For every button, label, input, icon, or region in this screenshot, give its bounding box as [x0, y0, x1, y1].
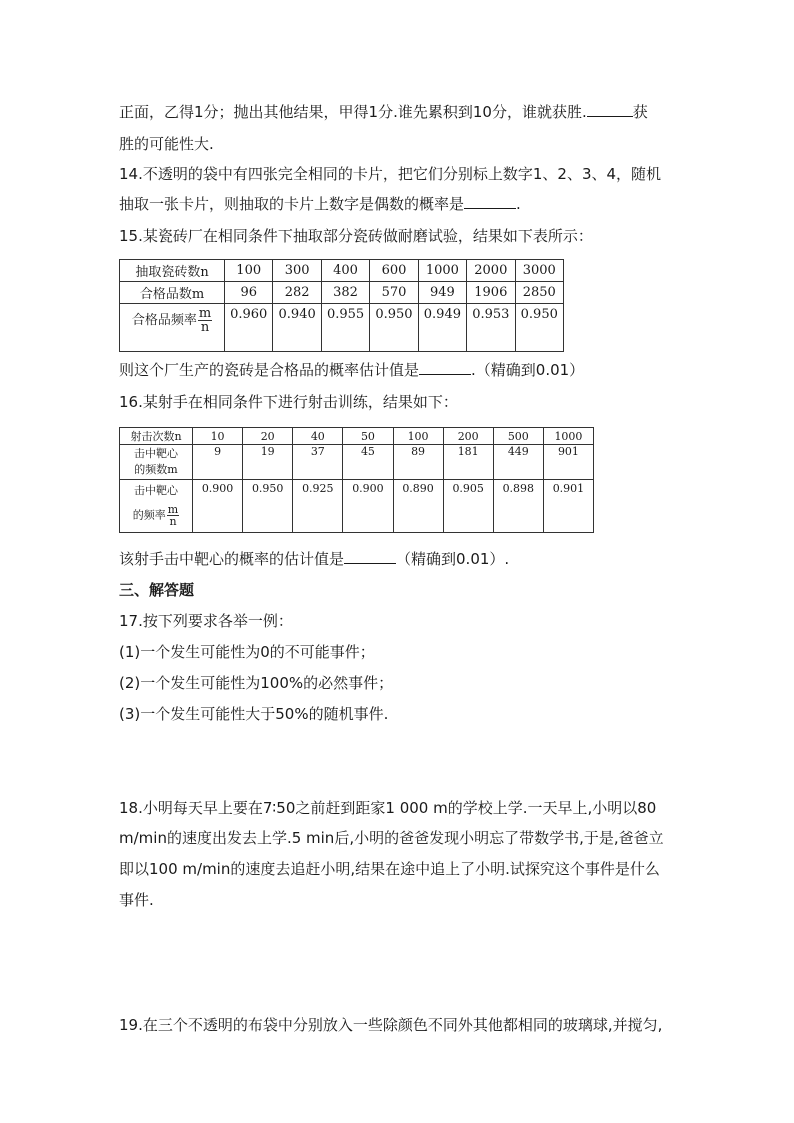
table-cell: 282: [273, 282, 321, 304]
table-cell: 100: [225, 260, 273, 282]
table-header-cell: 合格品数m: [120, 282, 225, 304]
table-cell: 1000: [543, 428, 593, 445]
fraction-numerator: m: [167, 503, 179, 516]
q17-text: 17.按下列要求各举一例：: [119, 612, 293, 630]
table-cell: 0.950: [243, 480, 293, 533]
table-cell: 0.900: [343, 480, 393, 533]
table-cell: 200: [443, 428, 493, 445]
section-title: [119, 580, 194, 600]
table-cell: 0.940: [273, 304, 321, 352]
table-cell: 20: [243, 428, 293, 445]
q16-table: [119, 427, 594, 533]
q16-text: 16.某射手在相同条件下进行射击训练，结果如下：: [119, 393, 458, 411]
table-cell: 89: [393, 445, 443, 480]
table-cell: 570: [370, 282, 418, 304]
header-label: 合格品频率: [131, 313, 197, 328]
q18-text: 事件.: [119, 891, 154, 909]
table-cell: 0.950: [370, 304, 418, 352]
table-cell: 0.901: [543, 480, 593, 533]
table-cell: 181: [443, 445, 493, 480]
table-header-cell: [120, 480, 193, 533]
table-cell: 0.953: [467, 304, 515, 352]
q18-text: 18.小明每天早上要在7∶50之前赶到距家1 000 m的学校上学.一天早上,小明以80: [119, 799, 657, 817]
q15-answer-line: [119, 360, 584, 380]
q15-text: 15.某瓷砖厂在相同条件下抽取部分瓷砖做耐磨试验，结果如下表所示：: [119, 227, 593, 245]
table-cell: 0.925: [293, 480, 343, 533]
table-cell: 96: [225, 282, 273, 304]
q18-line: [119, 828, 664, 848]
table-cell: 1000: [418, 260, 466, 282]
fraction: [198, 307, 212, 334]
q16-text-end: （精确到0.01）.: [396, 550, 510, 568]
table-cell: 0.955: [321, 304, 369, 352]
q13-text: 正面，乙得1分；抛出其他结果，甲得1分.谁先累积到10分，谁就获胜.: [119, 103, 587, 121]
table-header-cell: 抽取瓷砖数n: [120, 260, 225, 282]
q18-line: [119, 798, 656, 818]
q16-intro: [119, 392, 458, 412]
table-cell: 0.949: [418, 304, 466, 352]
q19-text: 19.在三个不透明的布袋中分别放入一些除颜色不同外其他都相同的玻璃球,并搅匀,: [119, 1016, 663, 1034]
table-cell: 40: [293, 428, 343, 445]
table-cell: 0.890: [393, 480, 443, 533]
q17-item: [119, 704, 388, 724]
header-label: 的频数m: [134, 463, 178, 476]
table-cell: 100: [393, 428, 443, 445]
q18-line: [119, 859, 660, 879]
table-cell: 382: [321, 282, 369, 304]
q17-intro: [119, 611, 293, 631]
table-cell: 3000: [515, 260, 563, 282]
q15-intro: [119, 226, 593, 246]
q14-line1: [119, 164, 661, 184]
table-header-cell: [120, 445, 193, 480]
answer-blank[interactable]: [344, 549, 396, 564]
fraction-denominator: n: [169, 515, 177, 528]
q16-text: 该射手击中靶心的概率的估计值是: [119, 550, 345, 568]
table-header-cell: [120, 304, 225, 352]
table-cell: 2850: [515, 282, 563, 304]
table-cell: 45: [343, 445, 393, 480]
table-cell: 1906: [467, 282, 515, 304]
fraction-denominator: n: [200, 320, 210, 335]
q17-item-text: (1)一个发生可能性为0的不可能事件；: [119, 643, 375, 661]
table-cell: 0.960: [225, 304, 273, 352]
q17-item-text: (2)一个发生可能性为100%的必然事件；: [119, 674, 394, 692]
q14-line2: [119, 194, 521, 214]
fraction: [167, 504, 179, 527]
table-cell: 901: [543, 445, 593, 480]
table-cell: 400: [321, 260, 369, 282]
q13-text: 胜的可能性大.: [119, 135, 214, 153]
header-label: 击中靶心: [134, 484, 178, 497]
table-cell: 600: [370, 260, 418, 282]
q15-text: 则这个厂生产的瓷砖是合格品的概率估计值是: [119, 361, 420, 379]
table-cell: 0.950: [515, 304, 563, 352]
answer-blank[interactable]: [464, 194, 516, 209]
table-cell: 50: [343, 428, 393, 445]
header-label: 的频率: [132, 508, 166, 522]
q18-text: 即以100 m/min的速度去追赶小明,结果在途中追上了小明.试探究这个事件是什么: [119, 860, 660, 878]
table-cell: 500: [493, 428, 543, 445]
q17-item: [119, 642, 375, 662]
table-cell: 10: [193, 428, 243, 445]
q15-table: [119, 259, 564, 352]
table-cell: 9: [193, 445, 243, 480]
answer-blank[interactable]: [419, 360, 471, 375]
table-cell: 0.905: [443, 480, 493, 533]
table-cell: 949: [418, 282, 466, 304]
q17-item: [119, 673, 393, 693]
header-label: 击中靶心: [134, 447, 178, 460]
q13-text-end: 获: [632, 103, 648, 121]
table-cell: 449: [493, 445, 543, 480]
table-header-cell: 射击次数n: [120, 428, 193, 445]
q13-line1: [119, 102, 648, 122]
table-cell: 0.898: [493, 480, 543, 533]
q14-text: 14.不透明的袋中有四张完全相同的卡片，把它们分别标上数字1、2、3、4，随机: [119, 165, 662, 183]
q14-text: 抽取一张卡片，则抽取的卡片上数字是偶数的概率是: [119, 195, 465, 213]
table-cell: 2000: [467, 260, 515, 282]
q19-line: [119, 1015, 662, 1035]
q17-item-text: (3)一个发生可能性大于50%的随机事件.: [119, 705, 389, 723]
table-cell: 19: [243, 445, 293, 480]
table-cell: 300: [273, 260, 321, 282]
q16-answer-line: [119, 549, 509, 569]
q18-text: m/min的速度出发去上学.5 min后,小明的爸爸发现小明忘了带数学书,于是,爸爸立: [119, 829, 664, 847]
q18-line: [119, 890, 154, 910]
section-title-text: 三、解答题: [119, 581, 195, 599]
fraction-numerator: m: [198, 306, 212, 321]
table-cell: 0.900: [193, 480, 243, 533]
table-cell: 37: [293, 445, 343, 480]
answer-blank[interactable]: [587, 102, 633, 117]
q13-line2: [119, 134, 214, 154]
q14-text-end: .: [516, 195, 521, 213]
q15-text-end: .（精确到0.01）: [471, 361, 585, 379]
